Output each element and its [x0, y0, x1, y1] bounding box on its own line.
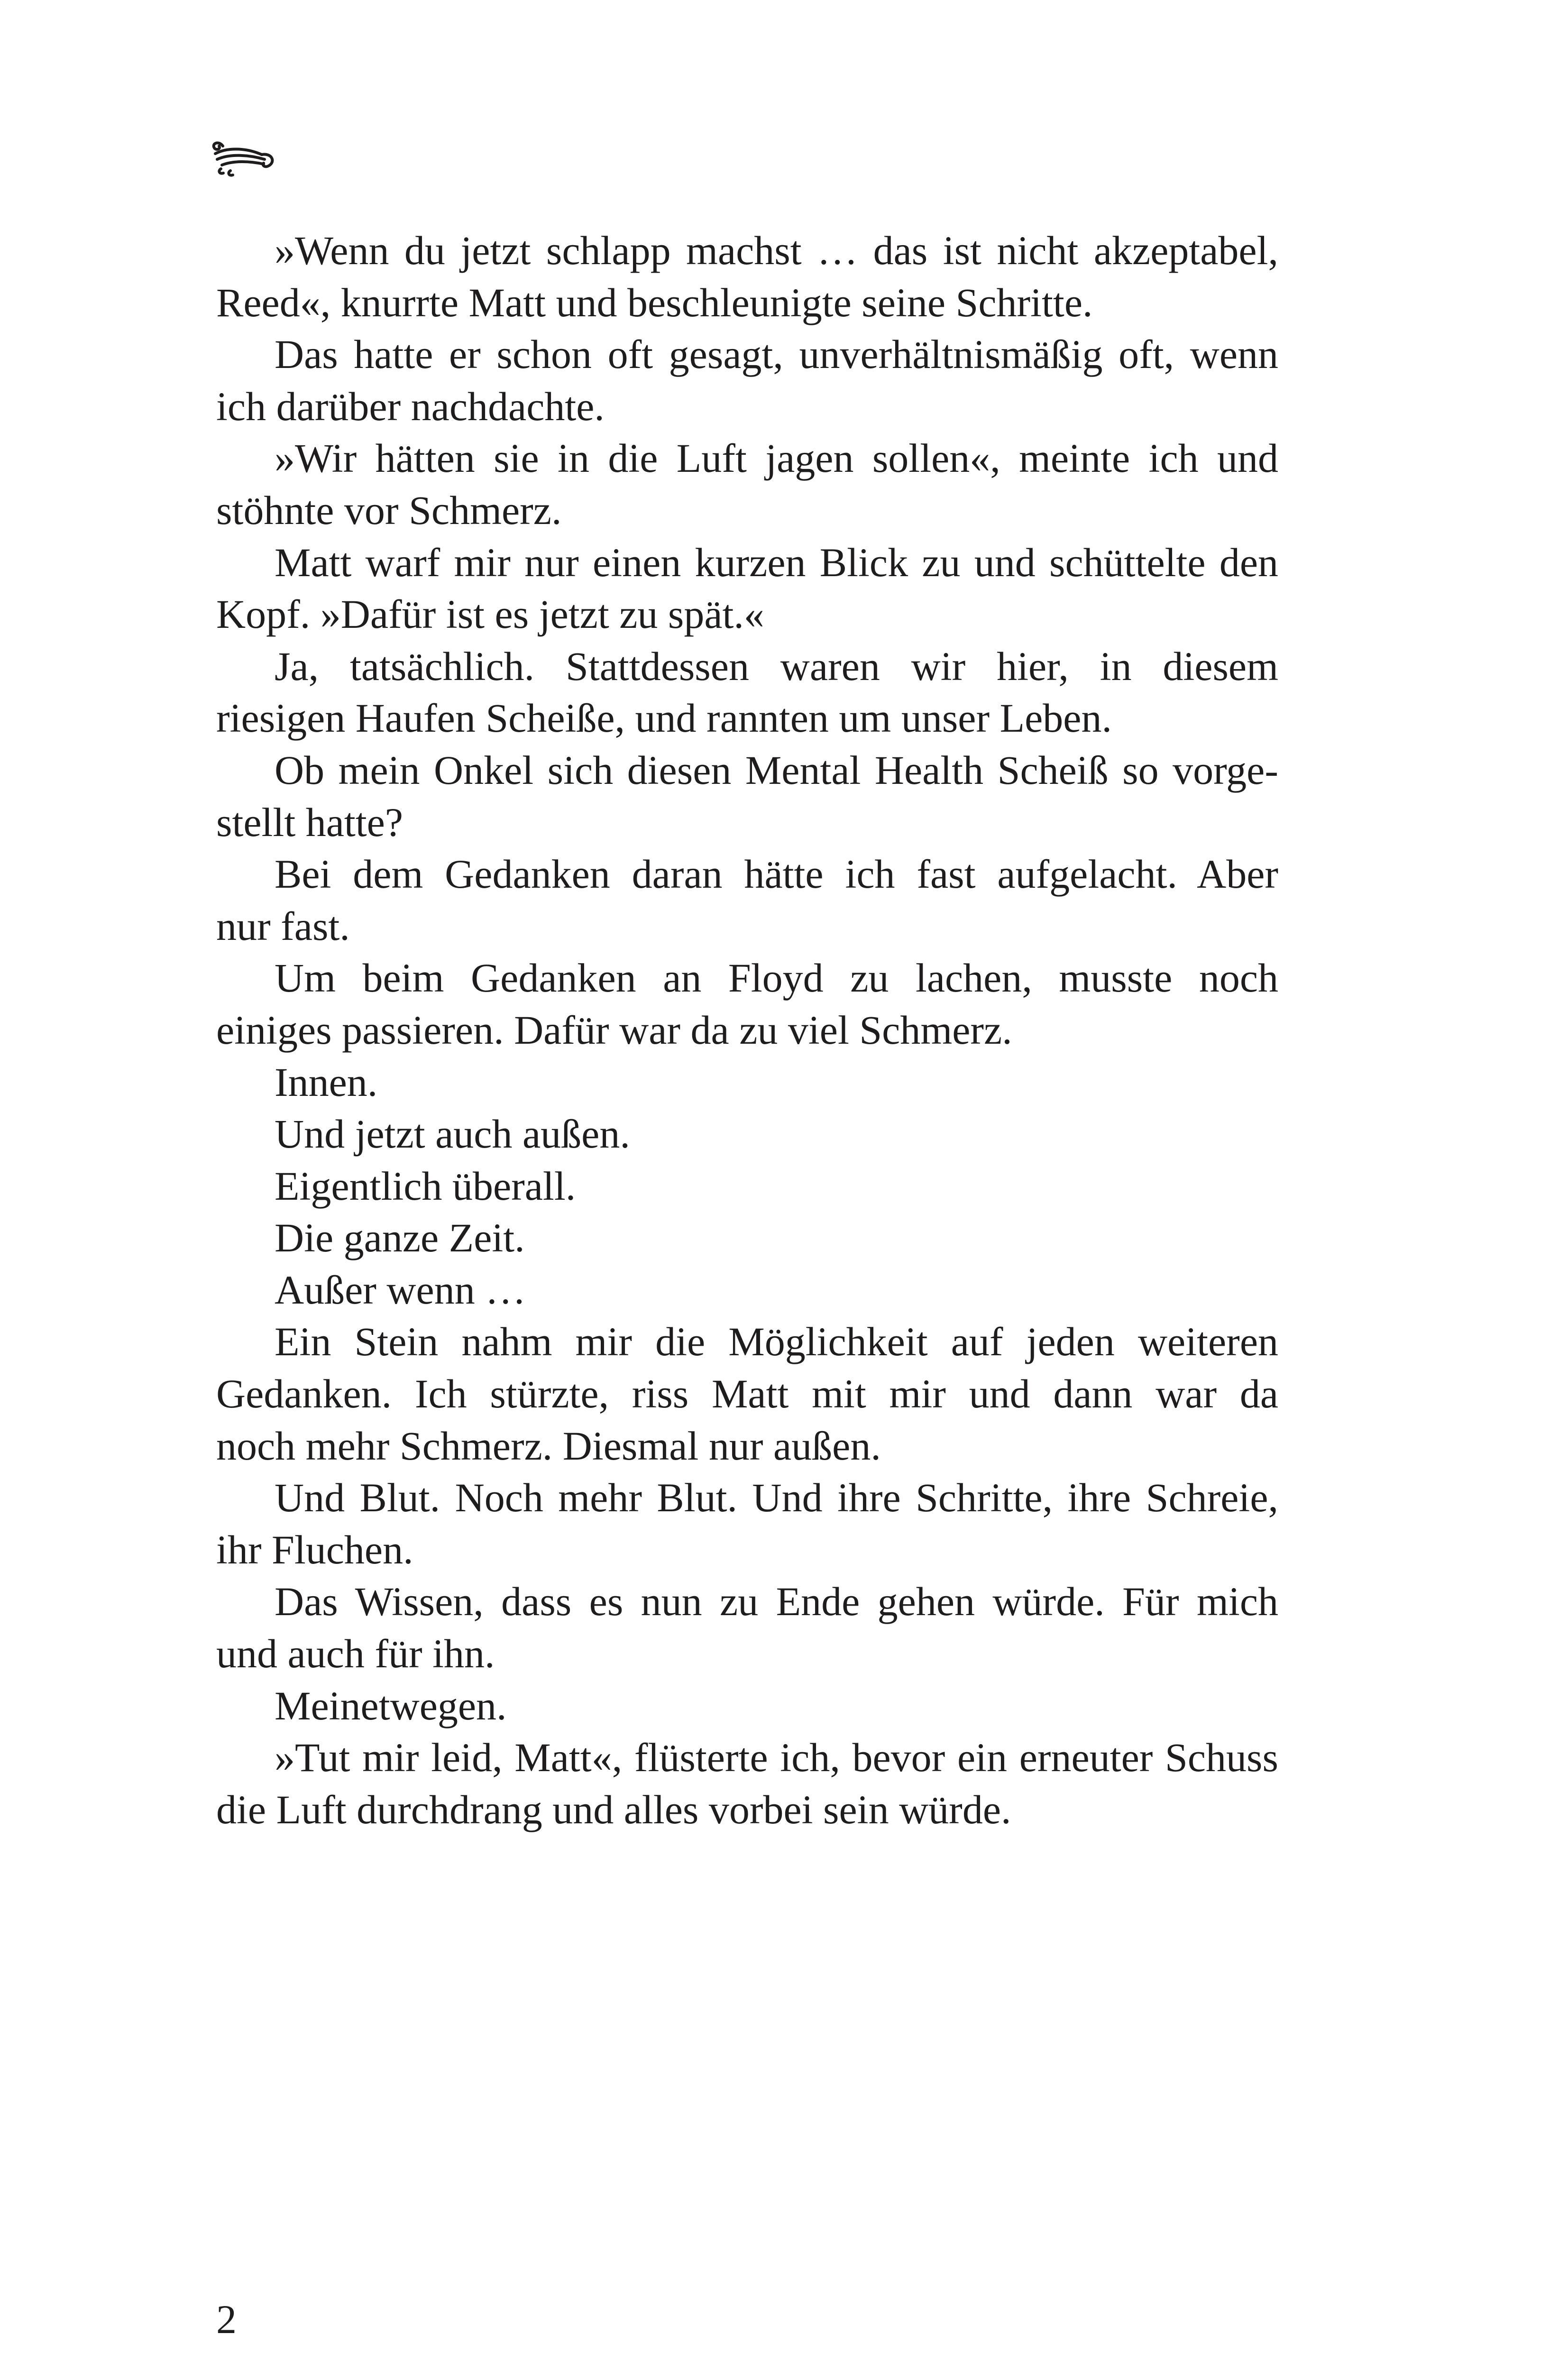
text-line: Gedanken. Ich stürzte, riss Matt mit mir und dann war da	[216, 1371, 1278, 1417]
text-line: stöhnte vor Schmerz.	[216, 487, 562, 533]
text-line: noch mehr Schmerz. Diesmal nur außen.	[216, 1423, 881, 1469]
text-line: Eigentlich überall.	[275, 1163, 576, 1209]
fleuron-svg	[209, 136, 278, 177]
paragraph	[216, 952, 1278, 1056]
paragraph	[216, 1160, 1278, 1213]
paragraph	[216, 537, 1278, 641]
paragraph	[216, 1316, 1278, 1472]
text-line: Bei dem Gedanken daran hätte ich fast aufgelacht. Aber	[275, 851, 1278, 897]
paragraph	[216, 1264, 1278, 1316]
text-line: riesigen Haufen Scheiße, und rannten um unser Leben.	[216, 695, 1112, 741]
paragraph	[216, 329, 1278, 432]
paragraph	[216, 848, 1278, 952]
text-line: Und Blut. Noch mehr Blut. Und ihre Schritte, ihre Schreie,	[275, 1475, 1278, 1521]
text-line: stellt hatte?	[216, 799, 403, 845]
text-line: »Wir hätten sie in die Luft jagen sollen«, meinte ich und	[275, 435, 1278, 481]
paragraph	[216, 744, 1278, 848]
fleuron-icon	[209, 136, 278, 177]
text-line: Um beim Gedanken an Floyd zu lachen, musste noch	[275, 955, 1278, 1001]
text-line: Ja, tatsächlich. Stattdessen waren wir hier, in diesem	[275, 643, 1278, 689]
text-line: und auch für ihn.	[216, 1631, 495, 1677]
text-line: einiges passieren. Dafür war da zu viel Schmerz.	[216, 1007, 1012, 1053]
paragraph	[216, 1472, 1278, 1576]
text-line: die Luft durchdrang und alles vorbei sein würde.	[216, 1786, 1011, 1832]
paragraph	[216, 1732, 1278, 1836]
text-line: Meinetwegen.	[275, 1682, 507, 1728]
text-line: »Wenn du jetzt schlapp machst … das ist nicht akzeptabel,	[275, 228, 1278, 273]
text-line: Das hatte er schon oft gesagt, unverhältnismäßig oft, wenn	[275, 331, 1278, 377]
text-line: nur fast.	[216, 903, 350, 949]
page-number: 2	[216, 2297, 237, 2342]
paragraph	[216, 225, 1278, 329]
paragraph	[216, 1212, 1278, 1264]
text-line: Und jetzt auch außen.	[275, 1111, 630, 1157]
text-line: Kopf. »Dafür ist es jetzt zu spät.«	[216, 591, 764, 637]
text-line: Die ganze Zeit.	[275, 1215, 525, 1261]
text-line: Reed«, knurrte Matt und beschleunigte seine Schritte.	[216, 279, 1093, 325]
text-line: Das Wissen, dass es nun zu Ende gehen würde. Für mich	[275, 1579, 1278, 1625]
text-line: Ein Stein nahm mir die Möglichkeit auf jeden weiteren	[275, 1319, 1278, 1365]
paragraph	[216, 1108, 1278, 1160]
text-line: Ob mein Onkel sich diesen Mental Health Scheiß so vorge-	[275, 747, 1278, 793]
text-line: Innen.	[275, 1059, 378, 1105]
paragraph	[216, 641, 1278, 744]
paragraph	[216, 1680, 1278, 1732]
paragraph	[216, 1057, 1278, 1109]
text-line: ich darüber nachdachte.	[216, 383, 605, 429]
paragraph	[216, 432, 1278, 536]
paragraph	[216, 1576, 1278, 1680]
chapter-text	[216, 225, 1278, 1836]
text-line: Matt warf mir nur einen kurzen Blick zu und schüttelte den	[275, 539, 1278, 585]
text-line: »Tut mir leid, Matt«, flüsterte ich, bevor ein erneuter Schuss	[275, 1735, 1278, 1781]
text-line: ihr Fluchen.	[216, 1526, 413, 1572]
text-line: Außer wenn …	[275, 1267, 526, 1313]
